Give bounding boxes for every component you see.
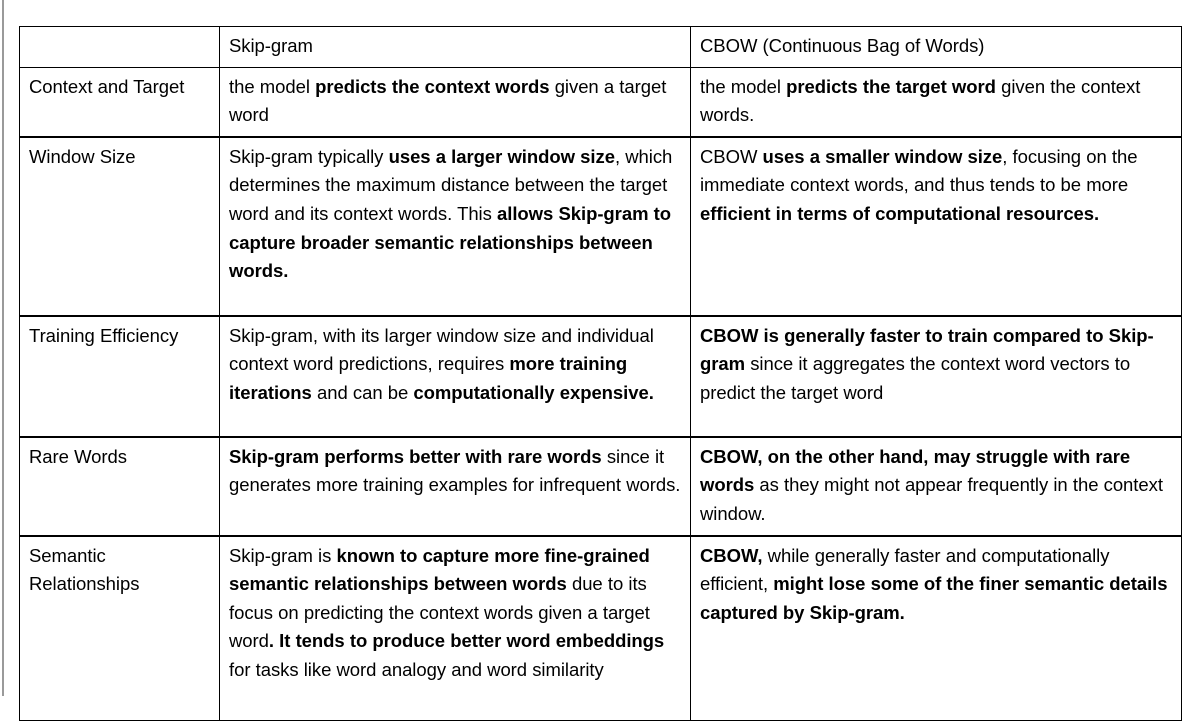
table-row — [20, 437, 1182, 536]
body-text: given a target word — [229, 75, 667, 126]
header-cell-aspect — [20, 27, 220, 68]
body-text: the model — [229, 75, 316, 97]
emphasis-text: computationally expensive. — [413, 381, 654, 403]
cell-cbow-training-efficiency — [691, 316, 1182, 437]
emphasis-text: . It tends to produce better word embeddings — [268, 630, 665, 652]
body-text: and can be — [311, 381, 414, 403]
body-text: , focusing on the immediate context words, and thus tends to be more — [700, 145, 1138, 196]
cell-cbow-semantic-relationships — [691, 536, 1182, 721]
emphasis-text: known to capture more fine-grained semantic relationships between words — [229, 544, 650, 595]
body-text: the model — [700, 75, 787, 97]
cell-skipgram-training-efficiency — [220, 316, 691, 437]
row-label-training-efficiency: Training Efficiency — [20, 316, 220, 437]
emphasis-text: might lose some of the finer semantic details captured by Skip-gram. — [700, 573, 1168, 623]
header-cell-skipgram: Skip-gram — [220, 27, 691, 68]
body-text: for tasks like word analogy and word similarity — [229, 658, 604, 680]
cell-skipgram-rare-words — [220, 437, 691, 536]
emphasis-text: CBOW is generally faster to train compared to Skip-gram — [700, 324, 1154, 375]
emphasis-text: allows Skip-gram to capture broader semantic relationships between words. — [229, 202, 672, 282]
table-row — [20, 67, 1182, 137]
emphasis-text: CBOW, — [700, 544, 763, 566]
emphasis-text: uses a smaller window size — [762, 145, 1003, 167]
emphasis-text: more training iterations — [229, 353, 628, 403]
cell-skipgram-context-and-target — [220, 67, 691, 137]
body-text: while generally faster and computationally efficient, — [700, 544, 1110, 595]
table-row — [20, 137, 1182, 316]
skipgram-cbow-comparison-table — [19, 26, 1182, 721]
header-cell-cbow: CBOW (Continuous Bag of Words) — [691, 27, 1182, 68]
row-label-context-and-target: Context and Target — [20, 67, 220, 137]
emphasis-text: CBOW, on the other hand, may struggle with rare words — [700, 445, 1131, 496]
body-text: , which determines the maximum distance between the target word and its context words. This — [229, 145, 673, 224]
emphasis-text: predicts the context words — [315, 75, 550, 97]
cell-cbow-window-size — [691, 137, 1182, 316]
emphasis-text: efficient in terms of computational resources. — [700, 202, 1100, 224]
table-row — [20, 316, 1182, 437]
cell-skipgram-window-size — [220, 137, 691, 316]
body-text: since it aggregates the context word vectors to predict the target word — [700, 353, 1131, 403]
row-label-window-size: Window Size — [20, 137, 220, 316]
body-text: Skip-gram is — [229, 544, 337, 566]
cell-skipgram-semantic-relationships — [220, 536, 691, 721]
page-left-edge-rule — [2, 0, 4, 696]
body-text: as they might not appear frequently in the context window. — [700, 474, 1163, 524]
emphasis-text: predicts the target word — [786, 75, 996, 97]
body-text: given the context words. — [700, 75, 1141, 126]
emphasis-text: uses a larger window size — [388, 145, 615, 167]
row-label-rare-words: Rare Words — [20, 437, 220, 536]
comparison-table-container — [19, 26, 1181, 721]
body-text: Skip-gram typically — [229, 145, 389, 167]
table-header-row — [20, 27, 1182, 68]
body-text: due to its focus on predicting the context words given a target word — [229, 573, 650, 652]
cell-cbow-context-and-target — [691, 67, 1182, 137]
body-text: since it generates more training examples for infrequent words. — [229, 445, 681, 496]
emphasis-text: Skip-gram performs better with rare words — [229, 445, 602, 467]
body-text: CBOW — [700, 145, 763, 167]
row-label-semantic-relationships: Semantic Relationships — [20, 536, 220, 721]
cell-cbow-rare-words — [691, 437, 1182, 536]
body-text: Skip-gram, with its larger window size and individual context word predictions, requires — [229, 324, 654, 375]
table-row — [20, 536, 1182, 721]
